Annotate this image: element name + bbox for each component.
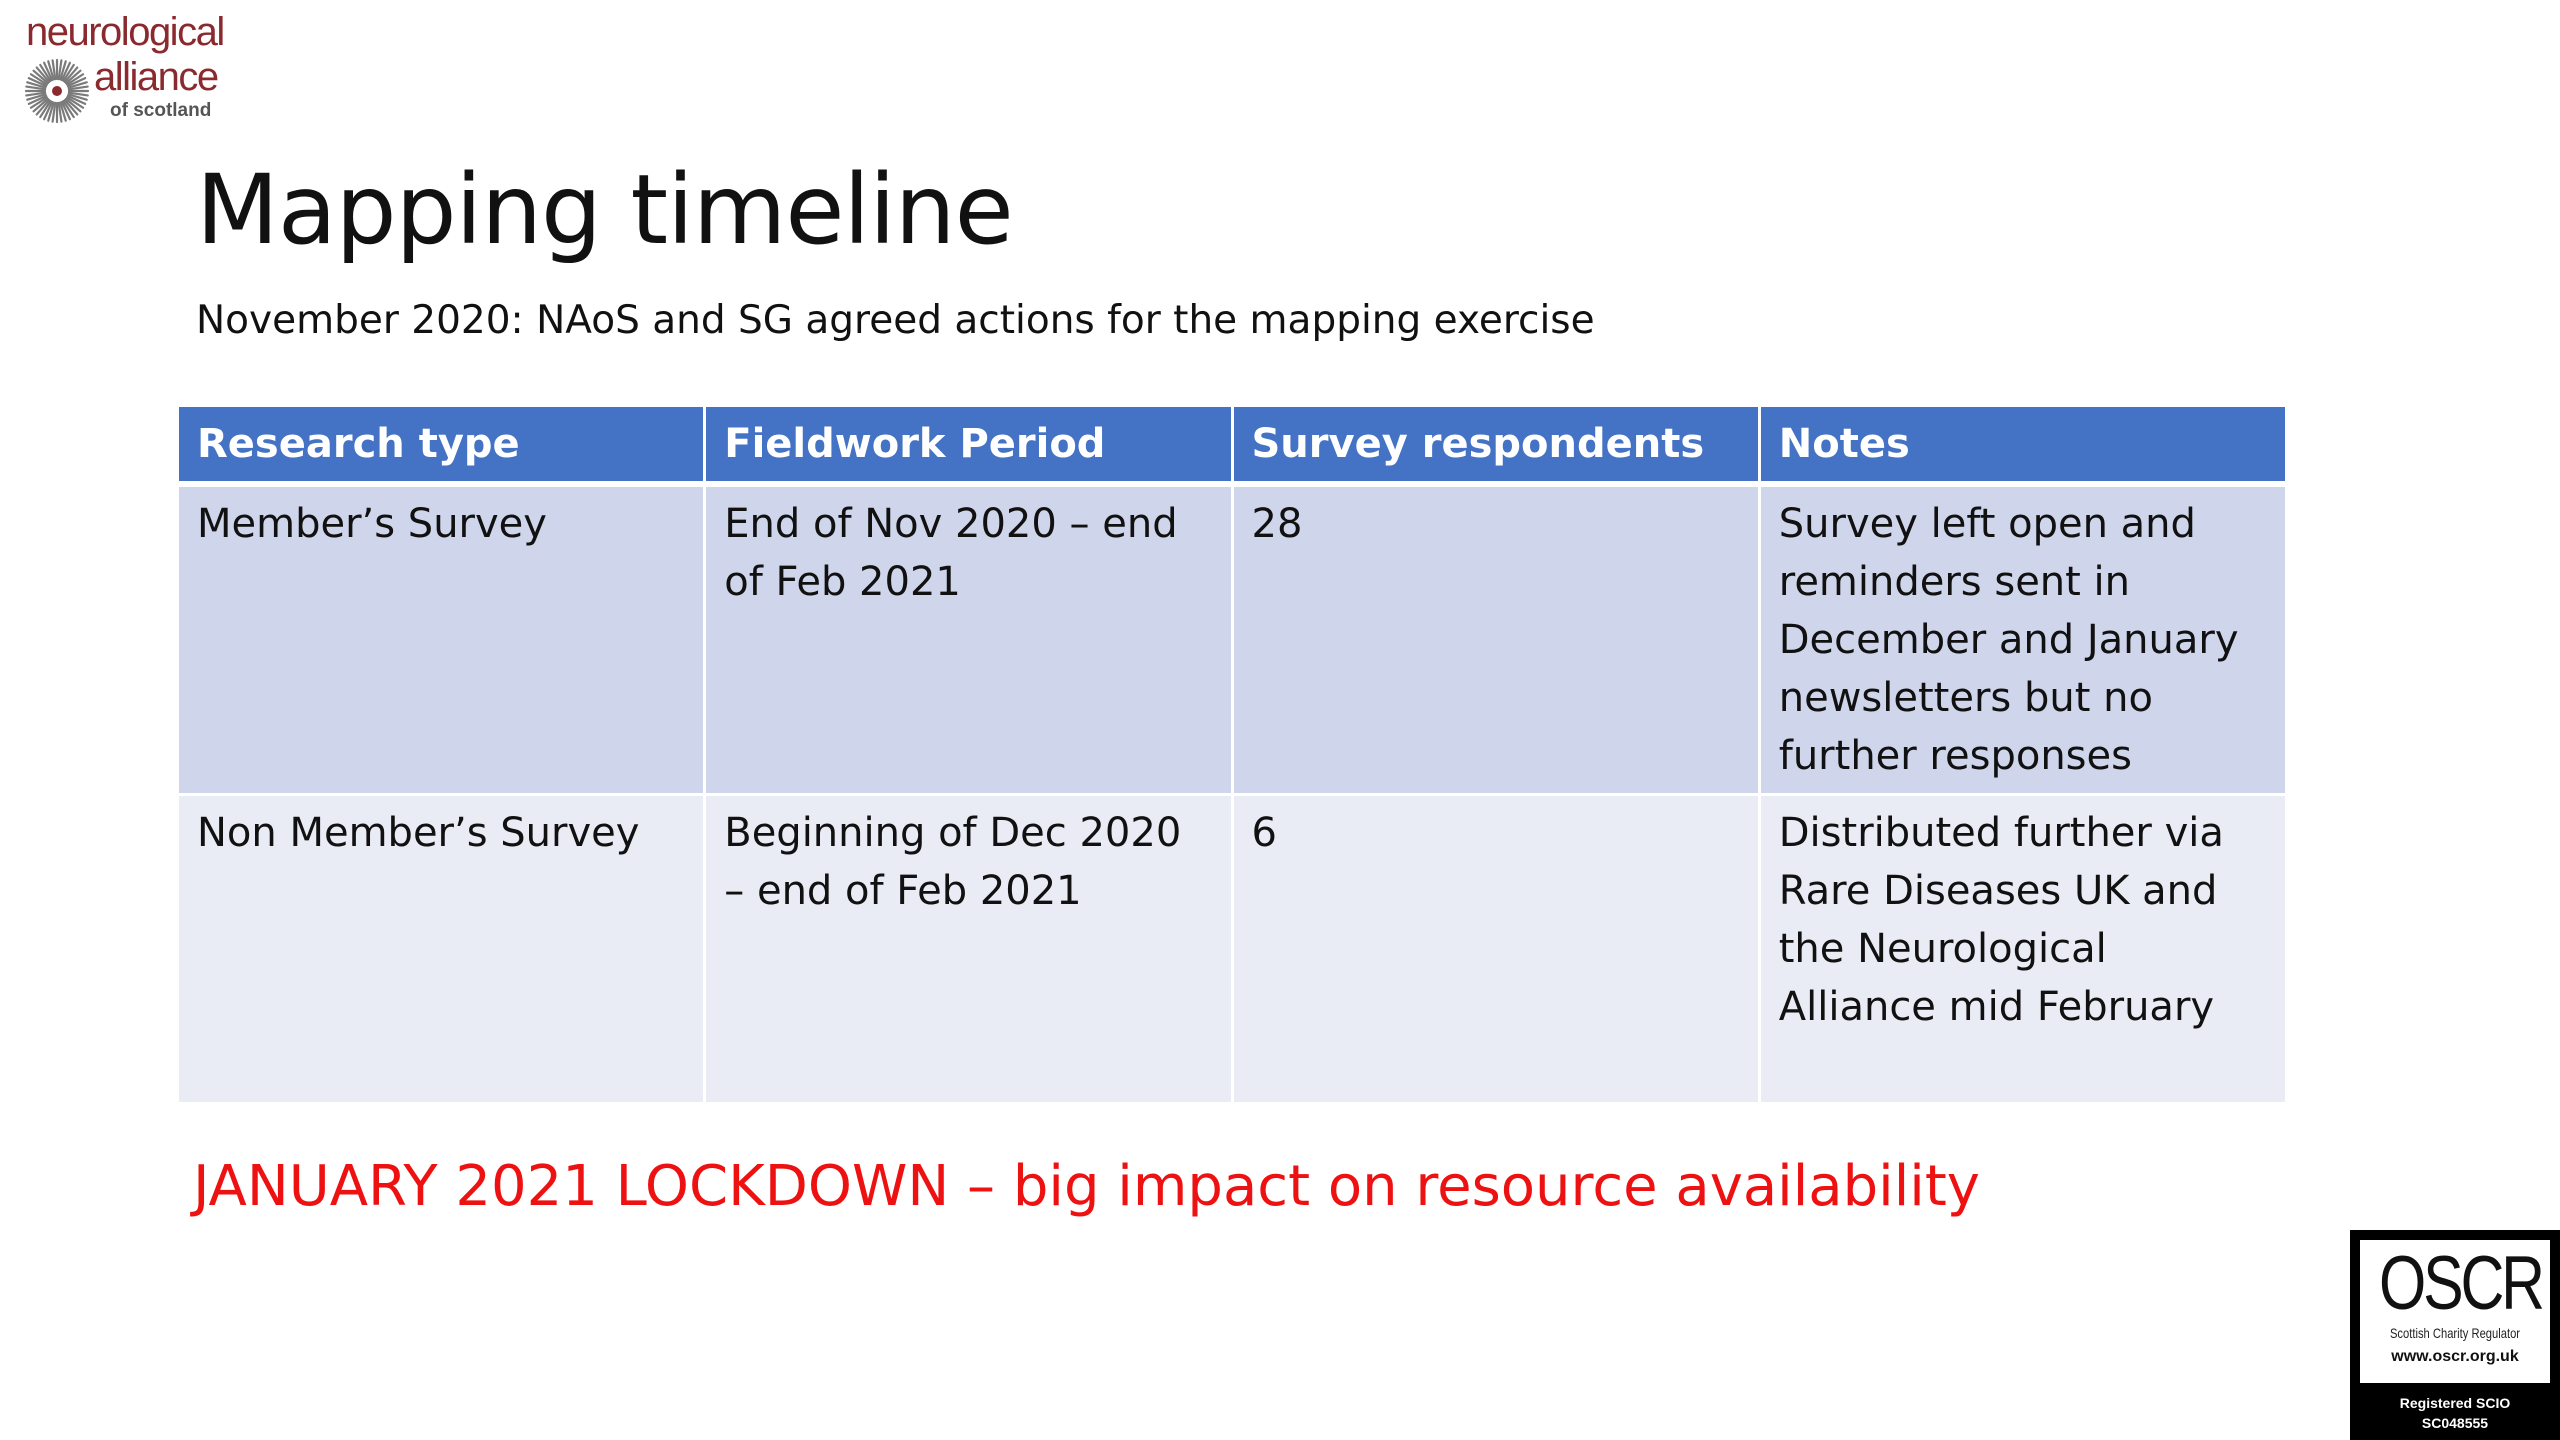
lockdown-note: JANUARY 2021 LOCKDOWN – big impact on resource availability — [193, 1154, 1980, 1219]
table-row — [178, 484, 2287, 795]
table-header-row — [178, 406, 2287, 485]
cell-respondents: 28 — [1232, 484, 1759, 795]
logo-text-neurological: neurological — [26, 10, 224, 54]
cell-fieldwork-period: Beginning of Dec 2020 – end of Feb 2021 — [705, 795, 1232, 1104]
mapping-table — [176, 404, 2288, 1105]
naos-logo — [24, 10, 234, 125]
table-row — [178, 795, 2287, 1104]
oscr-tagline: Scottish Charity Regulator — [2389, 1325, 2521, 1341]
header-fieldwork-period: Fieldwork Period — [705, 406, 1232, 485]
oscr-badge — [2350, 1230, 2560, 1440]
cell-notes: Distributed further via Rare Diseases UK and the Neurological Alliance mid February — [1759, 795, 2286, 1104]
cell-research-type: Member’s Survey — [178, 484, 705, 795]
logo-text-alliance: alliance — [94, 55, 218, 99]
oscr-number: SC048555 — [2421, 1415, 2489, 1431]
page-subtitle: November 2020: NAoS and SG agreed actions for the mapping exercise — [196, 298, 1595, 343]
sunburst-logo-icon — [24, 58, 90, 124]
cell-respondents: 6 — [1232, 795, 1759, 1104]
oscr-url: www.oscr.org.uk — [2391, 1348, 2519, 1365]
cell-research-type: Non Member’s Survey — [178, 795, 705, 1104]
header-research-type: Research type — [178, 406, 705, 485]
header-notes: Notes — [1759, 406, 2286, 485]
oscr-registered: Registered SCIO — [2399, 1395, 2511, 1411]
research-table — [176, 404, 2288, 1105]
oscr-badge-panel — [2360, 1240, 2550, 1383]
header-survey-respondents: Survey respondents — [1232, 406, 1759, 485]
cell-notes: Survey left open and reminders sent in December and January newsletters but no further responses — [1759, 484, 2286, 795]
oscr-logo-text: OSCR — [2379, 1241, 2542, 1326]
logo-text-of-scotland: of scotland — [110, 100, 212, 121]
page-title: Mapping timeline — [196, 154, 1013, 266]
cell-fieldwork-period: End of Nov 2020 – end of Feb 2021 — [705, 484, 1232, 795]
